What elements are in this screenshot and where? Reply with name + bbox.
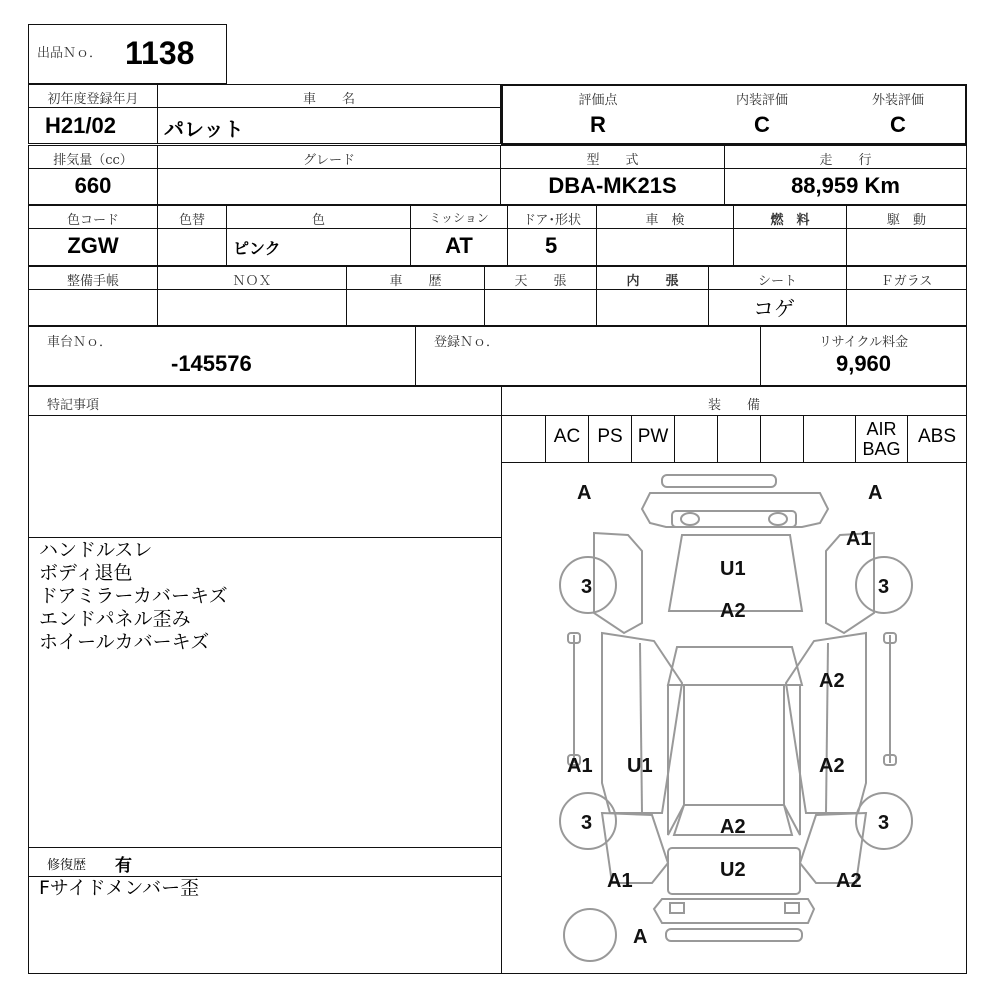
repair-label: 修復歴 bbox=[47, 858, 87, 873]
mark-roof-rear: A2 bbox=[720, 816, 746, 838]
roof-label-cell bbox=[484, 266, 597, 290]
fuel-value-cell bbox=[733, 228, 847, 266]
mark-wheel-fr: 3 bbox=[878, 576, 890, 598]
mission-label-cell bbox=[410, 205, 508, 229]
door-value-cell bbox=[507, 228, 597, 266]
reg-label-cell bbox=[28, 84, 158, 108]
color-label-cell bbox=[226, 205, 411, 229]
nox-label: ＮＯＸ bbox=[232, 274, 272, 289]
disp-label: 排気量（cc） bbox=[53, 153, 133, 168]
note-line: ドアミラーカバーキズ bbox=[39, 585, 228, 607]
mileage-value-cell bbox=[724, 168, 967, 205]
car-damage-diagram bbox=[502, 463, 966, 973]
regno-label: 登録Ｎｏ． bbox=[434, 335, 500, 350]
score-label-cell bbox=[503, 86, 694, 110]
glass-value-cell bbox=[846, 289, 967, 326]
mark-hood-top: U1 bbox=[720, 558, 746, 580]
model-value: DBA-MK21S bbox=[548, 173, 677, 198]
drive-label-cell bbox=[846, 205, 967, 229]
disp-value-cell bbox=[28, 168, 158, 205]
exterior-value-cell bbox=[831, 109, 965, 143]
disp-label-cell bbox=[28, 145, 158, 169]
drive-label: 駆 動 bbox=[886, 213, 926, 228]
interior-value-cell bbox=[693, 109, 832, 143]
windshield-shape bbox=[668, 647, 802, 685]
mark-right-front-door: A2 bbox=[819, 670, 845, 692]
name-value: パレット bbox=[164, 117, 244, 141]
disp-value: 660 bbox=[74, 173, 112, 198]
note-line: ボディ退色 bbox=[39, 562, 133, 584]
recycle-value: 9,960 bbox=[835, 351, 892, 376]
mark-right-rear-door: A2 bbox=[819, 755, 845, 777]
color-code-label: 色コード bbox=[66, 213, 119, 228]
mark-rear-left: A1 bbox=[607, 870, 633, 892]
lot-label: 出品Ｎｏ． bbox=[37, 46, 103, 61]
mark-wheel-rl: 3 bbox=[581, 812, 593, 834]
roof-lining-label: 天 張 bbox=[514, 274, 567, 289]
seat-value: コゲ bbox=[753, 297, 795, 321]
equipment-pw: PW bbox=[632, 416, 675, 462]
mark-hood-bottom: A2 bbox=[720, 600, 746, 622]
equipment-ac: AC bbox=[546, 416, 589, 462]
score-value: R bbox=[590, 112, 606, 137]
mission-label: ミッション bbox=[429, 211, 489, 225]
color-code-label-cell bbox=[28, 205, 158, 229]
notes-section bbox=[28, 386, 502, 974]
door-label: ドア･形状 bbox=[522, 213, 582, 228]
history-label: 車 歴 bbox=[389, 274, 442, 289]
interior-trim-label-cell bbox=[596, 266, 709, 290]
mark-rear-right: A2 bbox=[836, 870, 862, 892]
reg-value: H21/02 bbox=[45, 113, 116, 138]
color-code-value-cell bbox=[28, 228, 158, 266]
drive-value-cell bbox=[846, 228, 967, 266]
mark-trunk: U2 bbox=[720, 859, 746, 881]
recycle-label: リサイクル料金 bbox=[818, 335, 909, 350]
color-value-cell bbox=[226, 228, 411, 266]
name-value-cell bbox=[157, 107, 501, 144]
note-line: エンドパネル歪み bbox=[39, 608, 191, 630]
equipment-item bbox=[675, 416, 718, 462]
service-book-label: 整備手帳 bbox=[66, 274, 119, 289]
model-label-cell bbox=[500, 145, 725, 169]
interior-trim-value-cell bbox=[596, 289, 709, 326]
exterior-score-label: 外装評価 bbox=[871, 93, 924, 108]
mark-wheel-fl: 3 bbox=[581, 576, 593, 598]
model-label: 型 式 bbox=[586, 153, 639, 168]
repair-value: 有 bbox=[115, 856, 132, 876]
score-value-cell bbox=[503, 109, 694, 143]
equipment-label: 装 備 bbox=[707, 398, 760, 413]
equipment-row bbox=[502, 416, 966, 463]
inspection-label-cell bbox=[596, 205, 734, 229]
lot-box bbox=[28, 24, 227, 84]
glass-label-cell bbox=[846, 266, 967, 290]
grade-label-cell bbox=[157, 145, 501, 169]
recycle-cell bbox=[760, 326, 967, 386]
mark-rear-bumper: A bbox=[633, 926, 648, 948]
color-change-value-cell bbox=[157, 228, 227, 266]
mark-wheel-rr: 3 bbox=[878, 812, 890, 834]
notes-label: 特記事項 bbox=[47, 398, 100, 413]
spare-wheel bbox=[564, 909, 616, 961]
equipment-airbag: AIR BAG bbox=[856, 416, 908, 462]
seat-value-cell bbox=[708, 289, 847, 326]
equipment-item bbox=[718, 416, 761, 462]
equipment-item bbox=[761, 416, 804, 462]
regno-cell bbox=[415, 326, 761, 386]
name-label: 車 名 bbox=[302, 92, 355, 107]
history-value-cell bbox=[346, 289, 485, 326]
mission-value: AT bbox=[445, 233, 473, 258]
name-label-cell bbox=[157, 84, 501, 108]
chassis-value: -145576 bbox=[171, 351, 252, 376]
reg-value-cell bbox=[28, 107, 158, 144]
service-value-cell bbox=[28, 289, 158, 326]
color-change-label: 色替 bbox=[178, 213, 205, 228]
grade-value-cell bbox=[157, 168, 501, 205]
interior-label-cell bbox=[693, 86, 832, 110]
mark-front-left: A bbox=[577, 482, 592, 504]
interior-trim-label: 内 張 bbox=[626, 274, 679, 289]
note-line: ホイールカバーキズ bbox=[39, 631, 210, 653]
inspection-value-cell bbox=[596, 228, 734, 266]
score-label: 評価点 bbox=[578, 93, 618, 108]
mileage-label-cell bbox=[724, 145, 967, 169]
history-label-cell bbox=[346, 266, 485, 290]
nox-label-cell bbox=[157, 266, 347, 290]
equipment-section bbox=[501, 386, 967, 974]
grade-label: グレード bbox=[302, 153, 355, 168]
color-value: ピンク bbox=[233, 239, 281, 258]
mission-value-cell bbox=[410, 228, 508, 266]
color-code-value: ZGW bbox=[67, 233, 119, 258]
lot-number: 1138 bbox=[125, 35, 195, 71]
color-change-label-cell bbox=[157, 205, 227, 229]
mileage-value: 88,959 Km bbox=[791, 173, 900, 198]
mark-left-rear-u: U1 bbox=[627, 755, 653, 777]
rear-bumper-shape bbox=[654, 899, 814, 941]
equipment-item bbox=[502, 416, 546, 462]
interior-score-value: C bbox=[754, 112, 770, 137]
roof-shape bbox=[684, 685, 784, 805]
mark-front-right-corner: A1 bbox=[846, 528, 872, 550]
color-label: 色 bbox=[311, 213, 325, 228]
score-block bbox=[501, 84, 967, 145]
mark-left-rear: A1 bbox=[567, 755, 593, 777]
mark-front-right: A bbox=[868, 482, 883, 504]
note-line: ハンドルスレ bbox=[39, 539, 153, 561]
door-value: 5 bbox=[545, 233, 558, 258]
notes-list bbox=[39, 539, 228, 654]
fuel-label: 燃 料 bbox=[770, 213, 810, 228]
model-value-cell bbox=[500, 168, 725, 205]
equipment-abs: ABS bbox=[917, 426, 957, 447]
interior-score-label: 内装評価 bbox=[735, 93, 788, 108]
roof-value-cell bbox=[484, 289, 597, 326]
seat-label-cell bbox=[708, 266, 847, 290]
seat-label: シート bbox=[757, 274, 797, 289]
exterior-score-value: C bbox=[890, 112, 906, 137]
front-glass-label: Ｆガラス bbox=[880, 274, 933, 289]
inspection-label: 車 検 bbox=[645, 213, 685, 228]
chassis-cell bbox=[28, 326, 416, 386]
fuel-label-cell bbox=[733, 205, 847, 229]
chassis-label: 車台Ｎｏ． bbox=[47, 335, 113, 350]
service-label-cell bbox=[28, 266, 158, 290]
equipment-ps: PS bbox=[589, 416, 632, 462]
reg-label: 初年度登録年月 bbox=[47, 92, 139, 107]
repair-detail: Fサイドメンバー歪 bbox=[39, 877, 200, 899]
mileage-label: 走 行 bbox=[819, 153, 872, 168]
exterior-label-cell bbox=[831, 86, 965, 110]
door-label-cell bbox=[507, 205, 597, 229]
equipment-item bbox=[804, 416, 856, 462]
nox-value-cell bbox=[157, 289, 347, 326]
front-bumper-shape bbox=[642, 475, 828, 527]
